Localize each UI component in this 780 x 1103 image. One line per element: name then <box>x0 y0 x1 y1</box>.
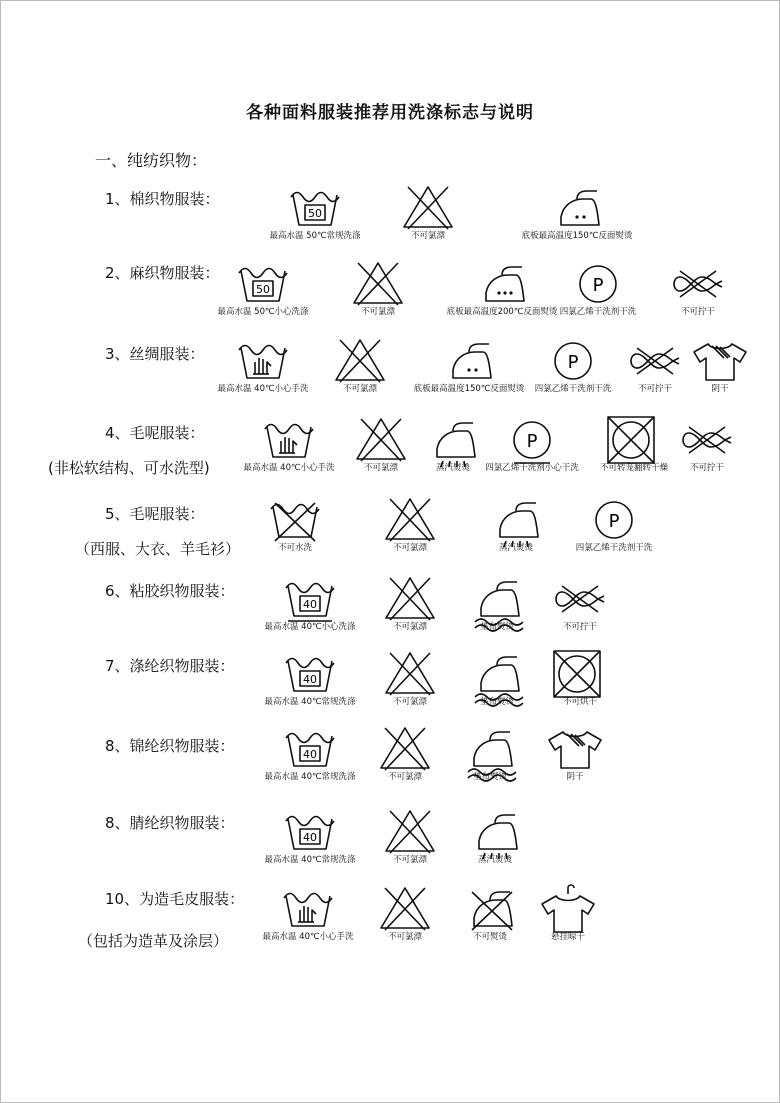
row-label: 8、锦纶织物服装： <box>105 737 235 755</box>
symbol-caption: 四氯乙烯干洗剂干洗 <box>559 307 637 317</box>
symbol-caption: 最高水温 40℃小心手洗 <box>243 463 335 473</box>
care-symbol <box>446 281 558 317</box>
care-symbol <box>410 205 445 241</box>
symbol-caption: 底板最高温度150℃反面熨烫 <box>413 384 525 394</box>
care-symbol <box>479 671 514 707</box>
symbol-caption: 底板最高温度200℃反面熨烫 <box>446 307 558 317</box>
symbol-caption: 不可拧干 <box>680 307 715 317</box>
symbol-caption: 四氯乙烯干洗剂小心干洗 <box>485 463 579 473</box>
svg-text:P: P <box>526 431 538 452</box>
row-label: 10、为造毛皮服装： <box>105 890 245 908</box>
symbol-caption: 不可氯漂 <box>392 622 427 632</box>
svg-text:50: 50 <box>256 283 270 296</box>
row-label: 4、毛呢服装： <box>105 424 205 442</box>
care-symbol <box>392 671 427 707</box>
care-symbol <box>637 358 672 394</box>
row-sublabel: （西服、大衣、羊毛衫） <box>75 540 241 558</box>
symbol-caption: 垫布熨烫 <box>472 772 507 782</box>
care-symbol <box>264 671 356 707</box>
row-label: 7、涤纶织物服装： <box>105 657 235 675</box>
symbol-caption: 最高水温 40℃小心手洗 <box>262 932 354 942</box>
symbol-caption: 不可氯漂 <box>363 463 398 473</box>
svg-text:40: 40 <box>303 673 317 686</box>
care-symbol <box>562 671 597 707</box>
symbol-caption: 最高水温 50℃小心洗涤 <box>217 307 309 317</box>
symbol-caption: 四氯乙烯干洗剂干洗 <box>534 384 612 394</box>
care-symbol <box>360 281 395 317</box>
care-symbol <box>387 906 422 942</box>
care-symbol <box>562 596 597 632</box>
care-symbol <box>479 596 514 632</box>
symbol-caption: 蒸汽熨烫 <box>477 855 512 865</box>
symbol-caption: 不可氯漂 <box>410 231 445 241</box>
care-symbol <box>435 437 470 473</box>
symbol-caption: 最高水温 40℃常规洗涤 <box>264 855 356 865</box>
care-symbol <box>264 746 356 782</box>
row-sublabel: (非松软结构、可水洗型) <box>48 459 210 477</box>
care-symbol <box>264 829 356 865</box>
symbol-caption: 不可氯漂 <box>360 307 395 317</box>
care-symbol <box>387 746 422 782</box>
symbol-caption: 不可水洗 <box>277 543 312 553</box>
care-symbol <box>363 437 398 473</box>
svg-text:P: P <box>592 275 604 296</box>
symbol-caption: 阴干 <box>711 384 729 394</box>
care-symbol <box>534 352 612 394</box>
symbol-caption: 垫布熨烫 <box>479 697 514 707</box>
symbol-caption: 蒸汽熨烫 <box>498 543 533 553</box>
symbol-caption: 不可氯漂 <box>392 543 427 553</box>
care-symbol <box>599 437 668 473</box>
symbol-caption: 最高水温 40℃小心手洗 <box>217 384 309 394</box>
symbol-caption: 不可拧干 <box>689 463 724 473</box>
care-symbol <box>392 596 427 632</box>
row-sublabel: （包括为造革及涂层） <box>78 932 229 950</box>
row-label: 8、腈纶织物服装： <box>105 814 235 832</box>
care-symbol <box>498 517 533 553</box>
row-label: 6、粘胶织物服装： <box>105 582 235 600</box>
symbol-caption: 不可熨烫 <box>472 932 507 942</box>
care-symbol <box>680 281 715 317</box>
symbol-caption: 不可拧干 <box>562 622 597 632</box>
symbol-caption: 不可烘干 <box>562 697 597 707</box>
care-symbol <box>217 281 309 317</box>
row-label: 3、丝绸服装： <box>105 345 205 363</box>
care-symbol <box>217 358 309 394</box>
care-symbol <box>269 205 361 241</box>
svg-text:P: P <box>567 352 579 373</box>
symbol-caption: 不可转笼翻转干燥 <box>599 463 668 473</box>
svg-text:40: 40 <box>303 598 317 611</box>
row-label: 5、毛呢服装： <box>105 505 205 523</box>
symbol-caption: 不可氯漂 <box>392 855 427 865</box>
care-symbol <box>575 511 653 553</box>
symbol-caption: 不可氯漂 <box>392 697 427 707</box>
symbol-caption: 四氯乙烯干洗剂干洗 <box>575 543 653 553</box>
care-symbol <box>485 431 579 473</box>
symbol-caption: 最高水温 50℃常规洗涤 <box>269 231 361 241</box>
symbol-caption: 最高水温 40℃常规洗涤 <box>264 697 356 707</box>
care-symbol <box>277 517 312 553</box>
care-symbol <box>413 358 525 394</box>
svg-text:P: P <box>608 511 620 532</box>
symbol-caption: 垫布熨烫 <box>479 622 514 632</box>
symbol-caption: 不可氯漂 <box>342 384 377 394</box>
care-symbol <box>550 906 585 942</box>
symbol-caption: 不可氯漂 <box>387 932 422 942</box>
symbol-caption: 最高水温 40℃常规洗涤 <box>264 772 356 782</box>
care-symbol <box>711 358 729 394</box>
care-symbol <box>472 746 507 782</box>
symbol-caption: 阴干 <box>566 772 584 782</box>
row-label: 2、麻织物服装： <box>105 264 220 282</box>
care-symbol <box>342 358 377 394</box>
care-symbol <box>392 517 427 553</box>
symbol-caption: 底板最高温度150℃反面熨烫 <box>521 231 633 241</box>
symbol-caption: 最高水温 40℃小心洗涤 <box>264 622 356 632</box>
page-title: 各种面料服装推荐用洗涤标志与说明 <box>246 103 534 123</box>
svg-text:40: 40 <box>303 831 317 844</box>
care-symbol <box>689 437 724 473</box>
care-symbol <box>566 746 584 782</box>
care-symbol <box>559 275 637 317</box>
care-symbol <box>472 906 507 942</box>
svg-text:40: 40 <box>303 748 317 761</box>
svg-text:50: 50 <box>308 207 322 220</box>
care-symbol <box>392 829 427 865</box>
symbol-caption: 蒸汽熨烫 <box>435 463 470 473</box>
care-symbol <box>264 596 356 632</box>
symbol-caption: 悬挂晾干 <box>550 932 585 942</box>
care-symbol <box>243 437 335 473</box>
care-symbol <box>477 829 512 865</box>
symbol-caption: 不可氯漂 <box>387 772 422 782</box>
section-heading: 一、纯纺织物： <box>95 151 208 170</box>
symbol-caption: 不可拧干 <box>637 384 672 394</box>
care-symbol <box>262 906 354 942</box>
row-label: 1、棉织物服装： <box>105 190 220 208</box>
care-symbol <box>521 205 633 241</box>
